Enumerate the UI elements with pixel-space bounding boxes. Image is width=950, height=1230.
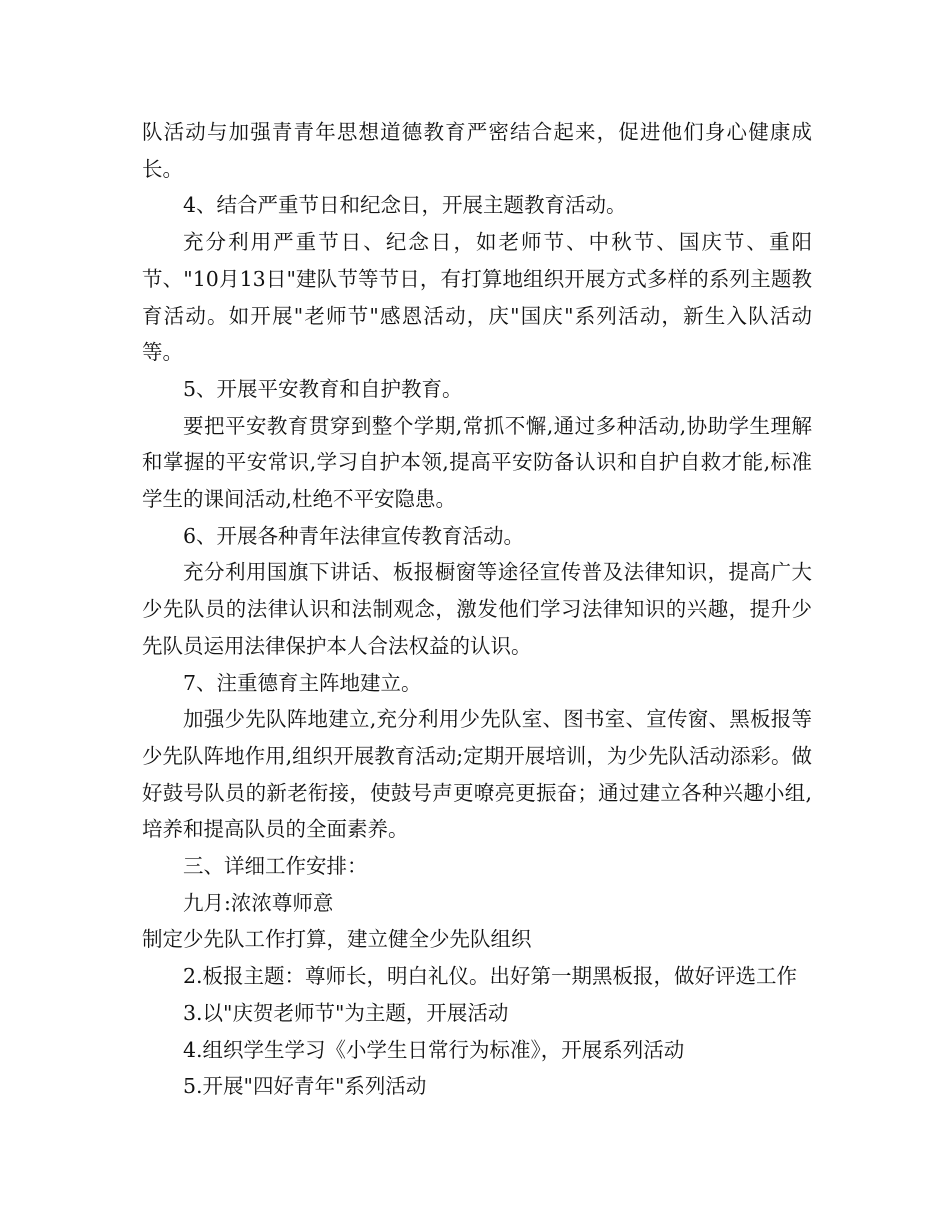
paragraph: 三、详细工作安排： xyxy=(183,854,368,879)
paragraph: 队活动与加强青青年思想道德教育严密结合起来，促进他们身心健康成长。 xyxy=(142,120,812,181)
paragraph: 加强少先队阵地建立,充分利用少先队室、图书室、宣传窗、黑板报等少先队阵地作用,组织开展教育活动;定期开展培训，为少先队活动添彩。做好鼓号队员的新老衔接，使鼓号声更嘹亮更振奋；通过建立各种兴趣小组,培养和提高队员的全面素养。 xyxy=(142,707,812,842)
paragraph: 4.组织学生学习《小学生日常行为标准》，开展系列活动 xyxy=(183,1037,685,1062)
paragraph: 充分利用国旗下讲话、板报橱窗等途径宣传普及法律知识，提高广大少先队员的法律认识和法制观念，激发他们学习法律知识的兴趣，提升少先队员运用法律保护本人合法权益的认识。 xyxy=(142,560,812,658)
paragraph: 4、结合严重节日和纪念日，开展主题教育活动。 xyxy=(183,193,627,218)
paragraph: 要把平安教育贯穿到整个学期,常抓不懈,通过多种活动,协助学生理解和掌握的平安常识,学习自护本领,提高平安防备认识和自护自救才能,标准学生的课间活动,杜绝不平安隐患。 xyxy=(142,413,812,512)
paragraph: 九月:浓浓尊师意 xyxy=(183,890,334,915)
paragraph: 制定少先队工作打算，建立健全少先队组织 xyxy=(142,927,532,952)
paragraph: 7、注重德育主阵地建立。 xyxy=(183,670,422,695)
paragraph: 3.以"庆贺老师节"为主题，开展活动 xyxy=(183,1000,509,1025)
paragraph: 2.板报主题：尊师长，明白礼仪。出好第一期黑板报，做好评选工作 xyxy=(183,964,798,989)
document-body xyxy=(142,114,812,1105)
paragraph: 5、开展平安教育和自护教育。 xyxy=(183,376,463,401)
paragraph: 5.开展"四好青年"系列活动 xyxy=(183,1074,427,1099)
paragraph: 6、开展各种青年法律宣传教育活动。 xyxy=(183,523,525,548)
paragraph: 充分利用严重节日、纪念日，如老师节、中秋节、国庆节、重阳节、"10月13日"建队节等节日，有打算地组织开展方式多样的系列主题教育活动。如开展"老师节"感恩活动，庆"国庆"系列活动，新生入队活动等。 xyxy=(142,230,812,365)
